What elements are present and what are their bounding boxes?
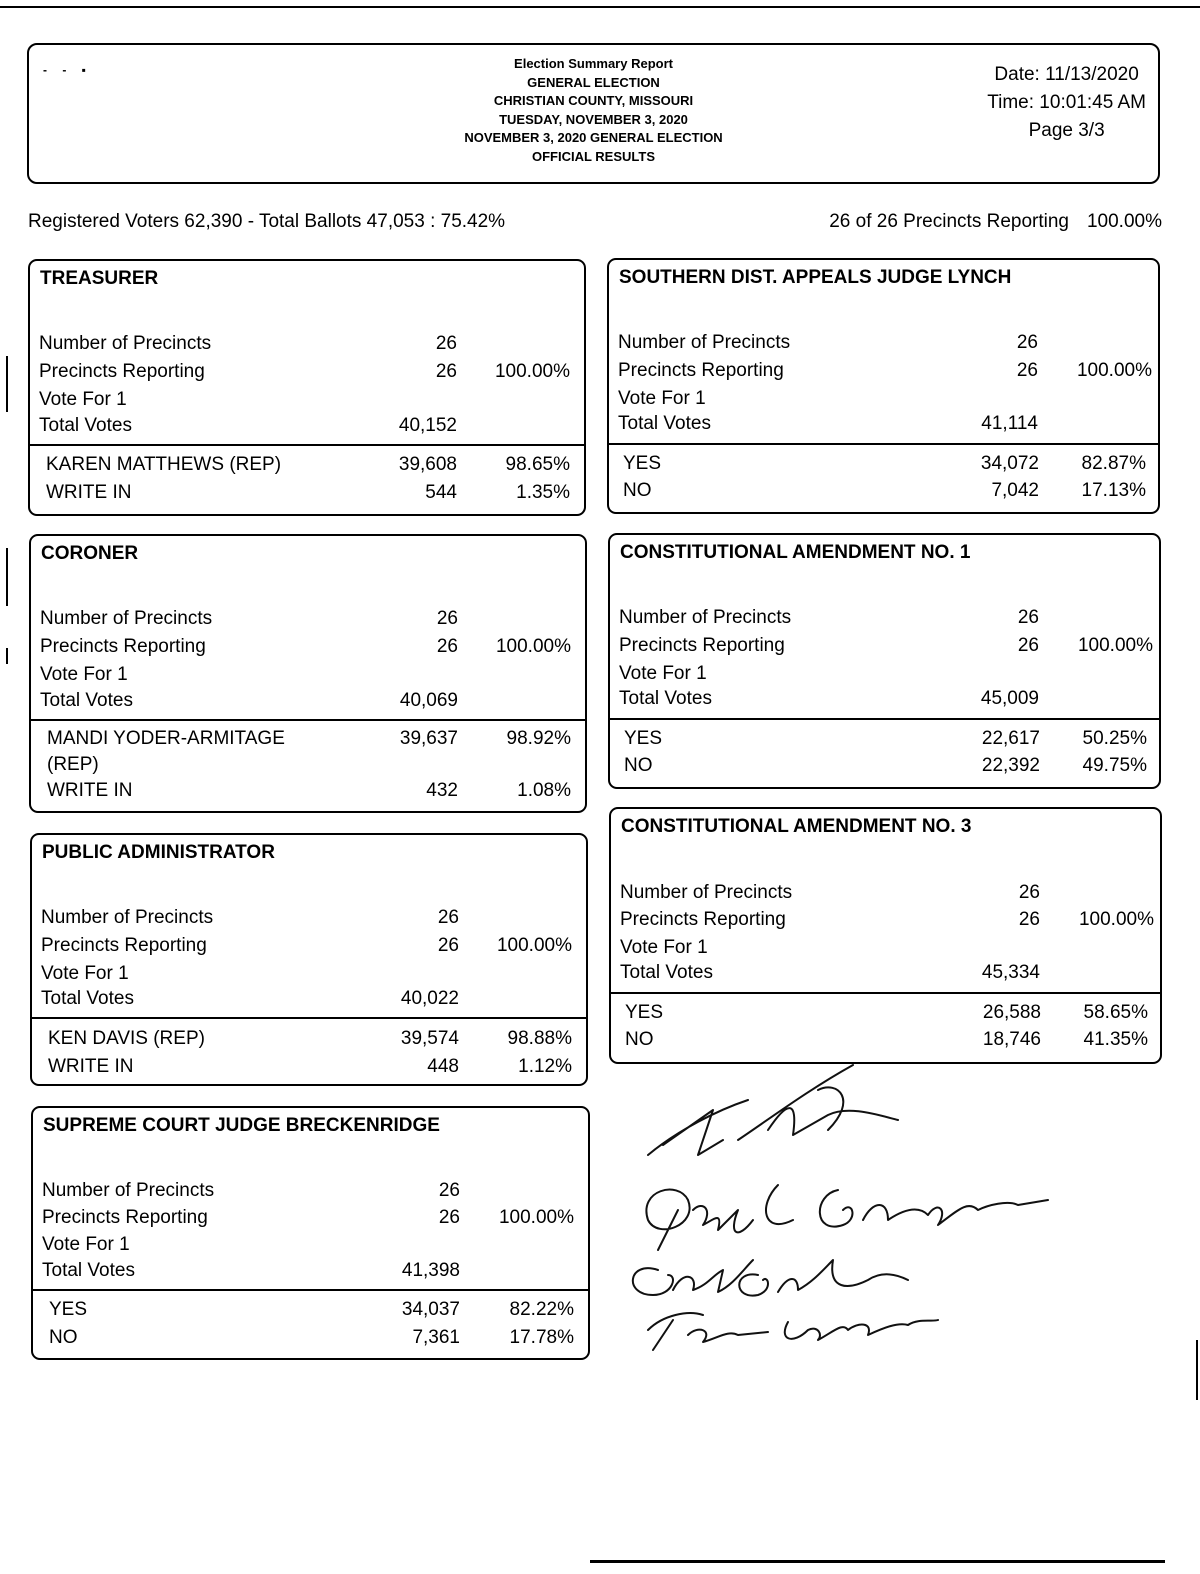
num-precincts-row — [42, 1180, 578, 1207]
candidate-votes: 39,637 — [399, 728, 458, 749]
candidate-name: KEN DAVIS (REP) — [48, 1028, 205, 1049]
precincts-reporting-pct: 100.00% — [1086, 211, 1162, 232]
total-votes-row — [618, 413, 1148, 440]
option-name: NO — [625, 1029, 654, 1050]
result-row-no — [624, 755, 1147, 782]
row-value: 26 — [438, 1180, 460, 1201]
election-full-name: NOVEMBER 3, 2020 GENERAL ELECTION — [464, 130, 723, 146]
num-precincts-row — [40, 608, 575, 635]
race-box-amendment-1 — [608, 533, 1161, 789]
option-votes: 26,588 — [982, 1002, 1041, 1023]
report-time: Time: 10:01:45 AM — [987, 92, 1146, 113]
result-row-yes — [623, 453, 1146, 480]
row-label: Vote For 1 — [42, 1234, 130, 1255]
precincts-reporting-row — [619, 635, 1153, 662]
candidate-name: MANDI YODER-ARMITAGE — [47, 728, 285, 749]
page-bottom-edge-line — [590, 1560, 1165, 1563]
num-precincts-row — [41, 907, 576, 934]
results-divider — [30, 444, 584, 446]
num-precincts-row — [620, 882, 1150, 909]
precincts-reporting-row — [40, 636, 575, 663]
row-label: Total Votes — [42, 1260, 135, 1281]
row-percent: 100.00% — [495, 636, 571, 657]
row-label: Vote For 1 — [619, 663, 707, 684]
row-label: Precincts Reporting — [619, 635, 785, 656]
option-name: YES — [624, 728, 663, 749]
num-precincts-row — [618, 332, 1148, 359]
result-row-no — [625, 1029, 1148, 1056]
candidate-votes: 544 — [425, 482, 457, 503]
total-votes-row — [39, 415, 574, 442]
race-box-public-administrator — [30, 833, 588, 1086]
header-marks: - - ▪ — [43, 63, 92, 77]
result-row-no — [623, 480, 1146, 507]
option-percent: 50.25% — [1082, 728, 1147, 749]
candidate-percent: 1.35% — [516, 482, 570, 503]
county-name: CHRISTIAN COUNTY, MISSOURI — [493, 93, 694, 109]
option-votes: 7,361 — [412, 1327, 460, 1348]
option-votes: 34,072 — [980, 453, 1039, 474]
scan-edge-mark — [1196, 1340, 1198, 1400]
row-percent: 100.00% — [494, 361, 570, 382]
results-divider — [31, 719, 585, 721]
row-label: Total Votes — [40, 690, 133, 711]
vote-for-row — [39, 389, 574, 416]
race-box-coroner — [29, 534, 587, 813]
row-label: Number of Precincts — [42, 1180, 215, 1201]
candidate-votes: 432 — [426, 780, 458, 801]
option-name: NO — [49, 1327, 78, 1348]
row-label: Total Votes — [39, 415, 132, 436]
row-value: 26 — [436, 636, 458, 657]
results-divider — [611, 992, 1160, 994]
candidate-row — [46, 482, 570, 509]
row-value: 26 — [1016, 360, 1038, 381]
candidate-party-row — [47, 754, 571, 781]
row-percent: 100.00% — [496, 935, 572, 956]
candidate-row — [48, 1056, 572, 1083]
row-label: Vote For 1 — [620, 937, 708, 958]
row-label: Total Votes — [41, 988, 134, 1009]
row-value: 26 — [436, 608, 458, 629]
candidate-party: (REP) — [47, 754, 99, 775]
precincts-reporting-row — [618, 360, 1152, 387]
election-name: GENERAL ELECTION — [527, 74, 660, 90]
row-label: Total Votes — [619, 688, 712, 709]
total-votes-row — [42, 1260, 578, 1287]
num-precincts-row — [39, 333, 574, 360]
scan-margin-mark — [6, 648, 8, 664]
race-title: TREASURER — [40, 268, 159, 289]
race-box-treasurer — [28, 259, 586, 516]
total-votes-row — [619, 688, 1149, 715]
total-votes-row — [41, 988, 576, 1015]
candidate-percent: 1.08% — [517, 780, 571, 801]
option-percent: 41.35% — [1083, 1029, 1148, 1050]
result-row-yes — [625, 1002, 1148, 1029]
row-value: 45,334 — [981, 962, 1040, 983]
precincts-summary — [829, 211, 1162, 233]
row-value: 26 — [1016, 332, 1038, 353]
candidate-votes: 448 — [427, 1056, 459, 1077]
results-status: OFFICIAL RESULTS — [531, 148, 656, 164]
row-label: Precincts Reporting — [40, 636, 206, 657]
registered-voters-summary: Registered Voters 62,390 - Total Ballots 47,053 : 75.42% — [28, 211, 506, 232]
vote-for-row — [42, 1234, 578, 1261]
row-label: Number of Precincts — [619, 607, 792, 628]
row-value: 40,069 — [399, 690, 458, 711]
candidate-row — [46, 454, 570, 481]
option-name: YES — [49, 1299, 88, 1320]
race-title: SOUTHERN DIST. APPEALS JUDGE LYNCH — [619, 267, 1012, 288]
row-label: Precincts Reporting — [42, 1207, 208, 1228]
row-label: Number of Precincts — [39, 333, 212, 354]
row-value: 26 — [435, 361, 457, 382]
signature-stroke — [648, 1065, 898, 1155]
row-value: 26 — [1017, 635, 1039, 656]
signature-stroke — [648, 1313, 938, 1350]
signature-stroke — [646, 1185, 1048, 1250]
row-label: Precincts Reporting — [620, 909, 786, 930]
row-label: Total Votes — [618, 413, 711, 434]
page-top-edge-line — [0, 6, 1200, 8]
scan-margin-mark — [6, 356, 8, 412]
report-title: Election Summary Report — [514, 56, 673, 71]
total-votes-row — [620, 962, 1150, 989]
row-value: 26 — [437, 907, 459, 928]
row-value: 26 — [438, 1207, 460, 1228]
race-title: SUPREME COURT JUDGE BRECKENRIDGE — [43, 1115, 440, 1136]
row-label: Number of Precincts — [41, 907, 214, 928]
row-label: Precincts Reporting — [41, 935, 207, 956]
vote-for-row — [620, 937, 1150, 964]
row-percent: 100.00% — [498, 1207, 574, 1228]
row-label: Vote For 1 — [618, 388, 706, 409]
precincts-reporting-row — [620, 909, 1154, 936]
row-value: 26 — [435, 333, 457, 354]
row-value: 40,152 — [398, 415, 457, 436]
option-votes: 18,746 — [982, 1029, 1041, 1050]
race-box-appeals-judge — [607, 258, 1160, 514]
race-title: CONSTITUTIONAL AMENDMENT NO. 3 — [621, 816, 972, 837]
row-label: Number of Precincts — [620, 882, 793, 903]
candidate-votes: 39,608 — [398, 454, 457, 475]
candidate-percent: 98.65% — [505, 454, 570, 475]
results-divider — [609, 443, 1158, 445]
option-name: YES — [623, 453, 662, 474]
candidate-row — [48, 1028, 572, 1055]
race-title: PUBLIC ADMINISTRATOR — [42, 842, 275, 863]
row-label: Total Votes — [620, 962, 713, 983]
scan-margin-mark — [6, 548, 8, 606]
candidate-name: WRITE IN — [48, 1056, 134, 1077]
result-row-yes — [624, 728, 1147, 755]
election-date: TUESDAY, NOVEMBER 3, 2020 — [499, 111, 688, 127]
row-label: Vote For 1 — [41, 963, 129, 984]
option-votes: 22,617 — [981, 728, 1040, 749]
option-percent: 82.87% — [1081, 453, 1146, 474]
report-meta — [987, 61, 1146, 145]
race-box-amendment-3 — [609, 807, 1162, 1064]
total-votes-row — [40, 690, 575, 717]
candidate-row — [47, 780, 571, 807]
option-percent: 49.75% — [1082, 755, 1147, 776]
report-header — [27, 43, 1160, 184]
results-divider — [32, 1017, 586, 1019]
vote-for-row — [40, 664, 575, 691]
row-value: 26 — [1018, 882, 1040, 903]
row-label: Precincts Reporting — [618, 360, 784, 381]
option-percent: 82.22% — [509, 1299, 574, 1320]
row-percent: 100.00% — [1078, 909, 1154, 930]
vote-for-row — [619, 663, 1149, 690]
results-divider — [33, 1289, 588, 1291]
precincts-reporting-row — [41, 935, 576, 962]
option-name: NO — [624, 755, 653, 776]
vote-for-row — [41, 963, 576, 990]
option-votes: 34,037 — [401, 1299, 460, 1320]
row-value: 26 — [1017, 607, 1039, 628]
row-value: 26 — [437, 935, 459, 956]
candidate-name: WRITE IN — [46, 482, 132, 503]
result-row-yes — [49, 1299, 574, 1326]
result-row-no — [49, 1327, 574, 1354]
option-percent: 17.78% — [509, 1327, 574, 1348]
candidate-row — [47, 728, 571, 755]
option-percent: 17.13% — [1081, 480, 1146, 501]
option-name: YES — [625, 1002, 664, 1023]
race-title: CONSTITUTIONAL AMENDMENT NO. 1 — [620, 542, 971, 563]
candidate-percent: 1.12% — [518, 1056, 572, 1077]
candidate-percent: 98.92% — [506, 728, 571, 749]
candidate-votes: 39,574 — [400, 1028, 459, 1049]
page-number: Page 3/3 — [1028, 120, 1105, 141]
candidate-percent: 98.88% — [507, 1028, 572, 1049]
signature-stroke — [633, 1260, 908, 1296]
precincts-reporting-row — [39, 361, 574, 388]
row-percent: 100.00% — [1076, 360, 1152, 381]
num-precincts-row — [619, 607, 1149, 634]
results-divider — [610, 718, 1159, 720]
report-date: Date: 11/13/2020 — [994, 64, 1139, 85]
candidate-name: WRITE IN — [47, 780, 133, 801]
row-value: 45,009 — [980, 688, 1039, 709]
option-percent: 58.65% — [1083, 1002, 1148, 1023]
row-label: Vote For 1 — [40, 664, 128, 685]
row-label: Number of Precincts — [40, 608, 213, 629]
race-box-supreme-court-judge — [31, 1106, 590, 1360]
row-value: 41,114 — [981, 413, 1038, 434]
row-value: 26 — [1018, 909, 1040, 930]
option-name: NO — [623, 480, 652, 501]
option-votes: 7,042 — [991, 480, 1039, 501]
precincts-reporting-row — [42, 1207, 578, 1234]
option-votes: 22,392 — [981, 755, 1040, 776]
candidate-name: KAREN MATTHEWS (REP) — [46, 454, 282, 475]
official-signatures — [618, 1060, 1068, 1360]
row-value: 40,022 — [400, 988, 459, 1009]
row-value: 41,398 — [401, 1260, 460, 1281]
row-label: Vote For 1 — [39, 389, 127, 410]
row-label: Number of Precincts — [618, 332, 791, 353]
precincts-reporting-text: 26 of 26 Precincts Reporting — [829, 211, 1069, 232]
vote-for-row — [618, 388, 1148, 415]
row-label: Precincts Reporting — [39, 361, 205, 382]
row-percent: 100.00% — [1077, 635, 1153, 656]
race-title: CORONER — [41, 543, 139, 564]
